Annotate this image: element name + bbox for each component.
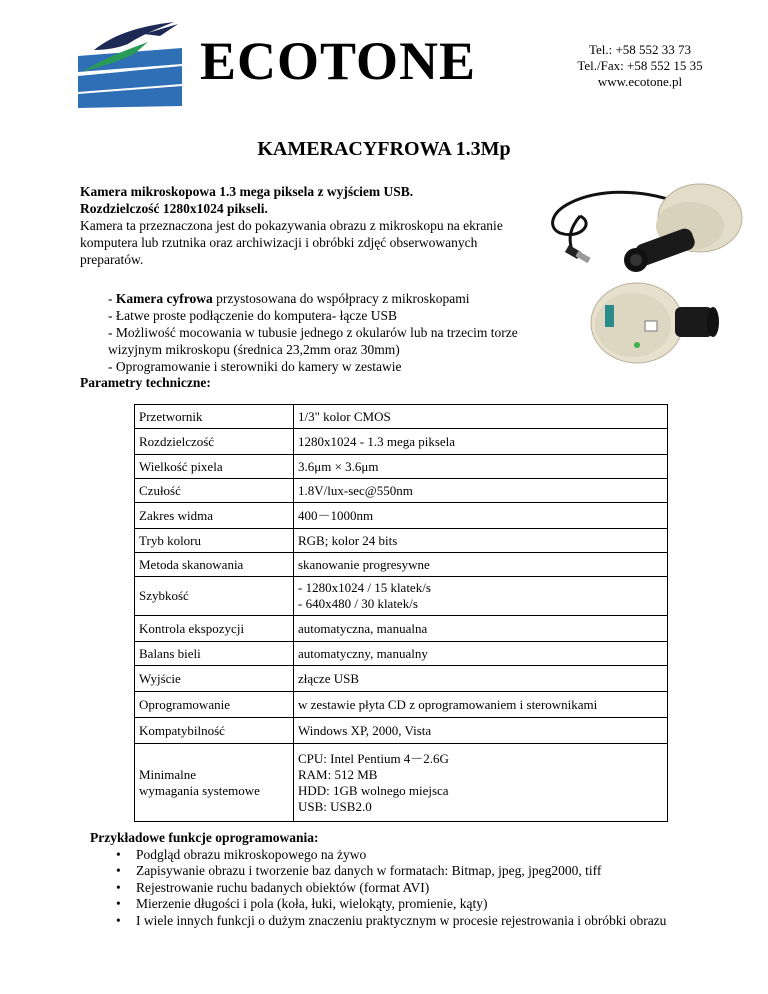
contact-fax: Tel./Fax: +58 552 15 35 — [577, 58, 703, 73]
param-value: RGB; kolor 24 bits — [294, 529, 668, 553]
contact-phone: Tel.: +58 552 33 73 — [588, 42, 692, 57]
list-item: • Rejestrowanie ruchu badanych obiektów (format AVI) — [116, 880, 730, 897]
param-value: 3.6μm × 3.6μm — [294, 455, 668, 479]
table-row — [135, 479, 668, 503]
table-row — [135, 692, 668, 718]
param-value: 1280x1024 - 1.3 mega piksela — [294, 429, 668, 455]
page-title: KAMERACYFROWA 1.3Mp — [257, 138, 511, 160]
table-row — [135, 503, 668, 529]
param-value: CPU: Intel Pentium 4－2.6G RAM: 512 MB HDD: 1GB wolnego miejsca USB: USB2.0 — [294, 744, 668, 822]
ecotone-logo — [74, 20, 186, 110]
camera-rear-image — [585, 275, 720, 370]
param-name: Szybkość — [135, 577, 294, 616]
brand-name: ECOTONE — [200, 31, 477, 91]
param-name: Zakres widma — [135, 503, 294, 529]
param-value: w zestawie płyta CD z oprogramowaniem i sterownikami — [294, 692, 668, 718]
param-value: 1.8V/lux-sec@550nm — [294, 479, 668, 503]
feature-item: - Możliwość mocowania w tubusie jednego z okularów lub na trzecim torze wizyjnym mikroskopu (średnica 23,2mm oraz 30mm) — [108, 325, 518, 357]
param-value: skanowanie progresywne — [294, 553, 668, 577]
functions-heading: Przykładowe funkcje oprogramowania: — [90, 830, 319, 845]
feature-item: - Kamera cyfrowa przystosowana do współpracy z mikroskopami — [108, 291, 470, 306]
param-value: automatyczny, manualny — [294, 642, 668, 666]
table-row — [135, 405, 668, 429]
table-row — [135, 744, 668, 822]
table-row — [135, 616, 668, 642]
table-row — [135, 455, 668, 479]
table-row — [135, 577, 668, 616]
intro-paragraph — [80, 183, 540, 268]
param-name: Kontrola ekspozycji — [135, 616, 294, 642]
table-row — [135, 529, 668, 553]
params-heading: Parametry techniczne: — [80, 375, 211, 390]
param-value: automatyczna, manualna — [294, 616, 668, 642]
param-value: - 1280x1024 / 15 klatek/s - 640x480 / 30 klatek/s — [294, 577, 668, 616]
params-table — [134, 404, 668, 822]
param-value: złącze USB — [294, 666, 668, 692]
functions-list — [90, 847, 730, 930]
param-name: Wyjście — [135, 666, 294, 692]
list-item: • Zapisywanie obrazu i tworzenie baz danych w formatach: Bitmap, jpeg, jpeg2000, tiff — [116, 863, 730, 880]
param-name: Metoda skanowania — [135, 553, 294, 577]
param-name: Przetwornik — [135, 405, 294, 429]
feature-bold: Kamera cyfrowa — [115, 291, 213, 306]
intro-bold-line-1: Kamera mikroskopowa 1.3 mega piksela z wyjściem USB. — [80, 184, 414, 199]
param-name: Tryb koloru — [135, 529, 294, 553]
contact-block — [540, 42, 740, 90]
table-row — [135, 553, 668, 577]
param-name: Minimalne wymagania systemowe — [135, 744, 294, 822]
param-name: Balans bieli — [135, 642, 294, 666]
feature-item: - Oprogramowanie i sterowniki do kamery w zestawie — [108, 359, 402, 374]
list-item: • Podgląd obrazu mikroskopowego na żywo — [116, 847, 730, 864]
param-name: Rozdzielczość — [135, 429, 294, 455]
features-list — [108, 290, 568, 375]
feature-item: - Łatwe proste podłączenie do komputera- łącze USB — [108, 308, 398, 323]
intro-text: Kamera ta przeznaczona jest do pokazywania obrazu z mikroskopu na ekranie komputera lub rzutnika oraz archiwizacji i obróbki zdjęć obserwowanych preparatów. — [80, 218, 503, 267]
param-name: Czułość — [135, 479, 294, 503]
param-name: Wielkość pixela — [135, 455, 294, 479]
contact-website[interactable]: www.ecotone.pl — [597, 74, 683, 89]
param-value: Windows XP, 2000, Vista — [294, 718, 668, 744]
list-item: • Mierzenie długości i pola (koła, łuki, wielokąty, promienie, kąty) — [116, 896, 730, 913]
table-row — [135, 429, 668, 455]
software-functions — [90, 830, 730, 929]
param-name: Oprogramowanie — [135, 692, 294, 718]
table-row — [135, 718, 668, 744]
list-item: • I wiele innych funkcji o dużym znaczeniu praktycznym w procesie rejestrowania i obróbki obrazu — [116, 913, 730, 930]
camera-with-cable-image — [540, 178, 750, 278]
param-value: 1/3" kolor CMOS — [294, 405, 668, 429]
param-name: Kompatybilność — [135, 718, 294, 744]
param-value: 400－1000nm — [294, 503, 668, 529]
intro-bold-line-2: Rozdzielczość 1280x1024 pikseli. — [80, 201, 268, 216]
table-row — [135, 666, 668, 692]
table-row — [135, 642, 668, 666]
